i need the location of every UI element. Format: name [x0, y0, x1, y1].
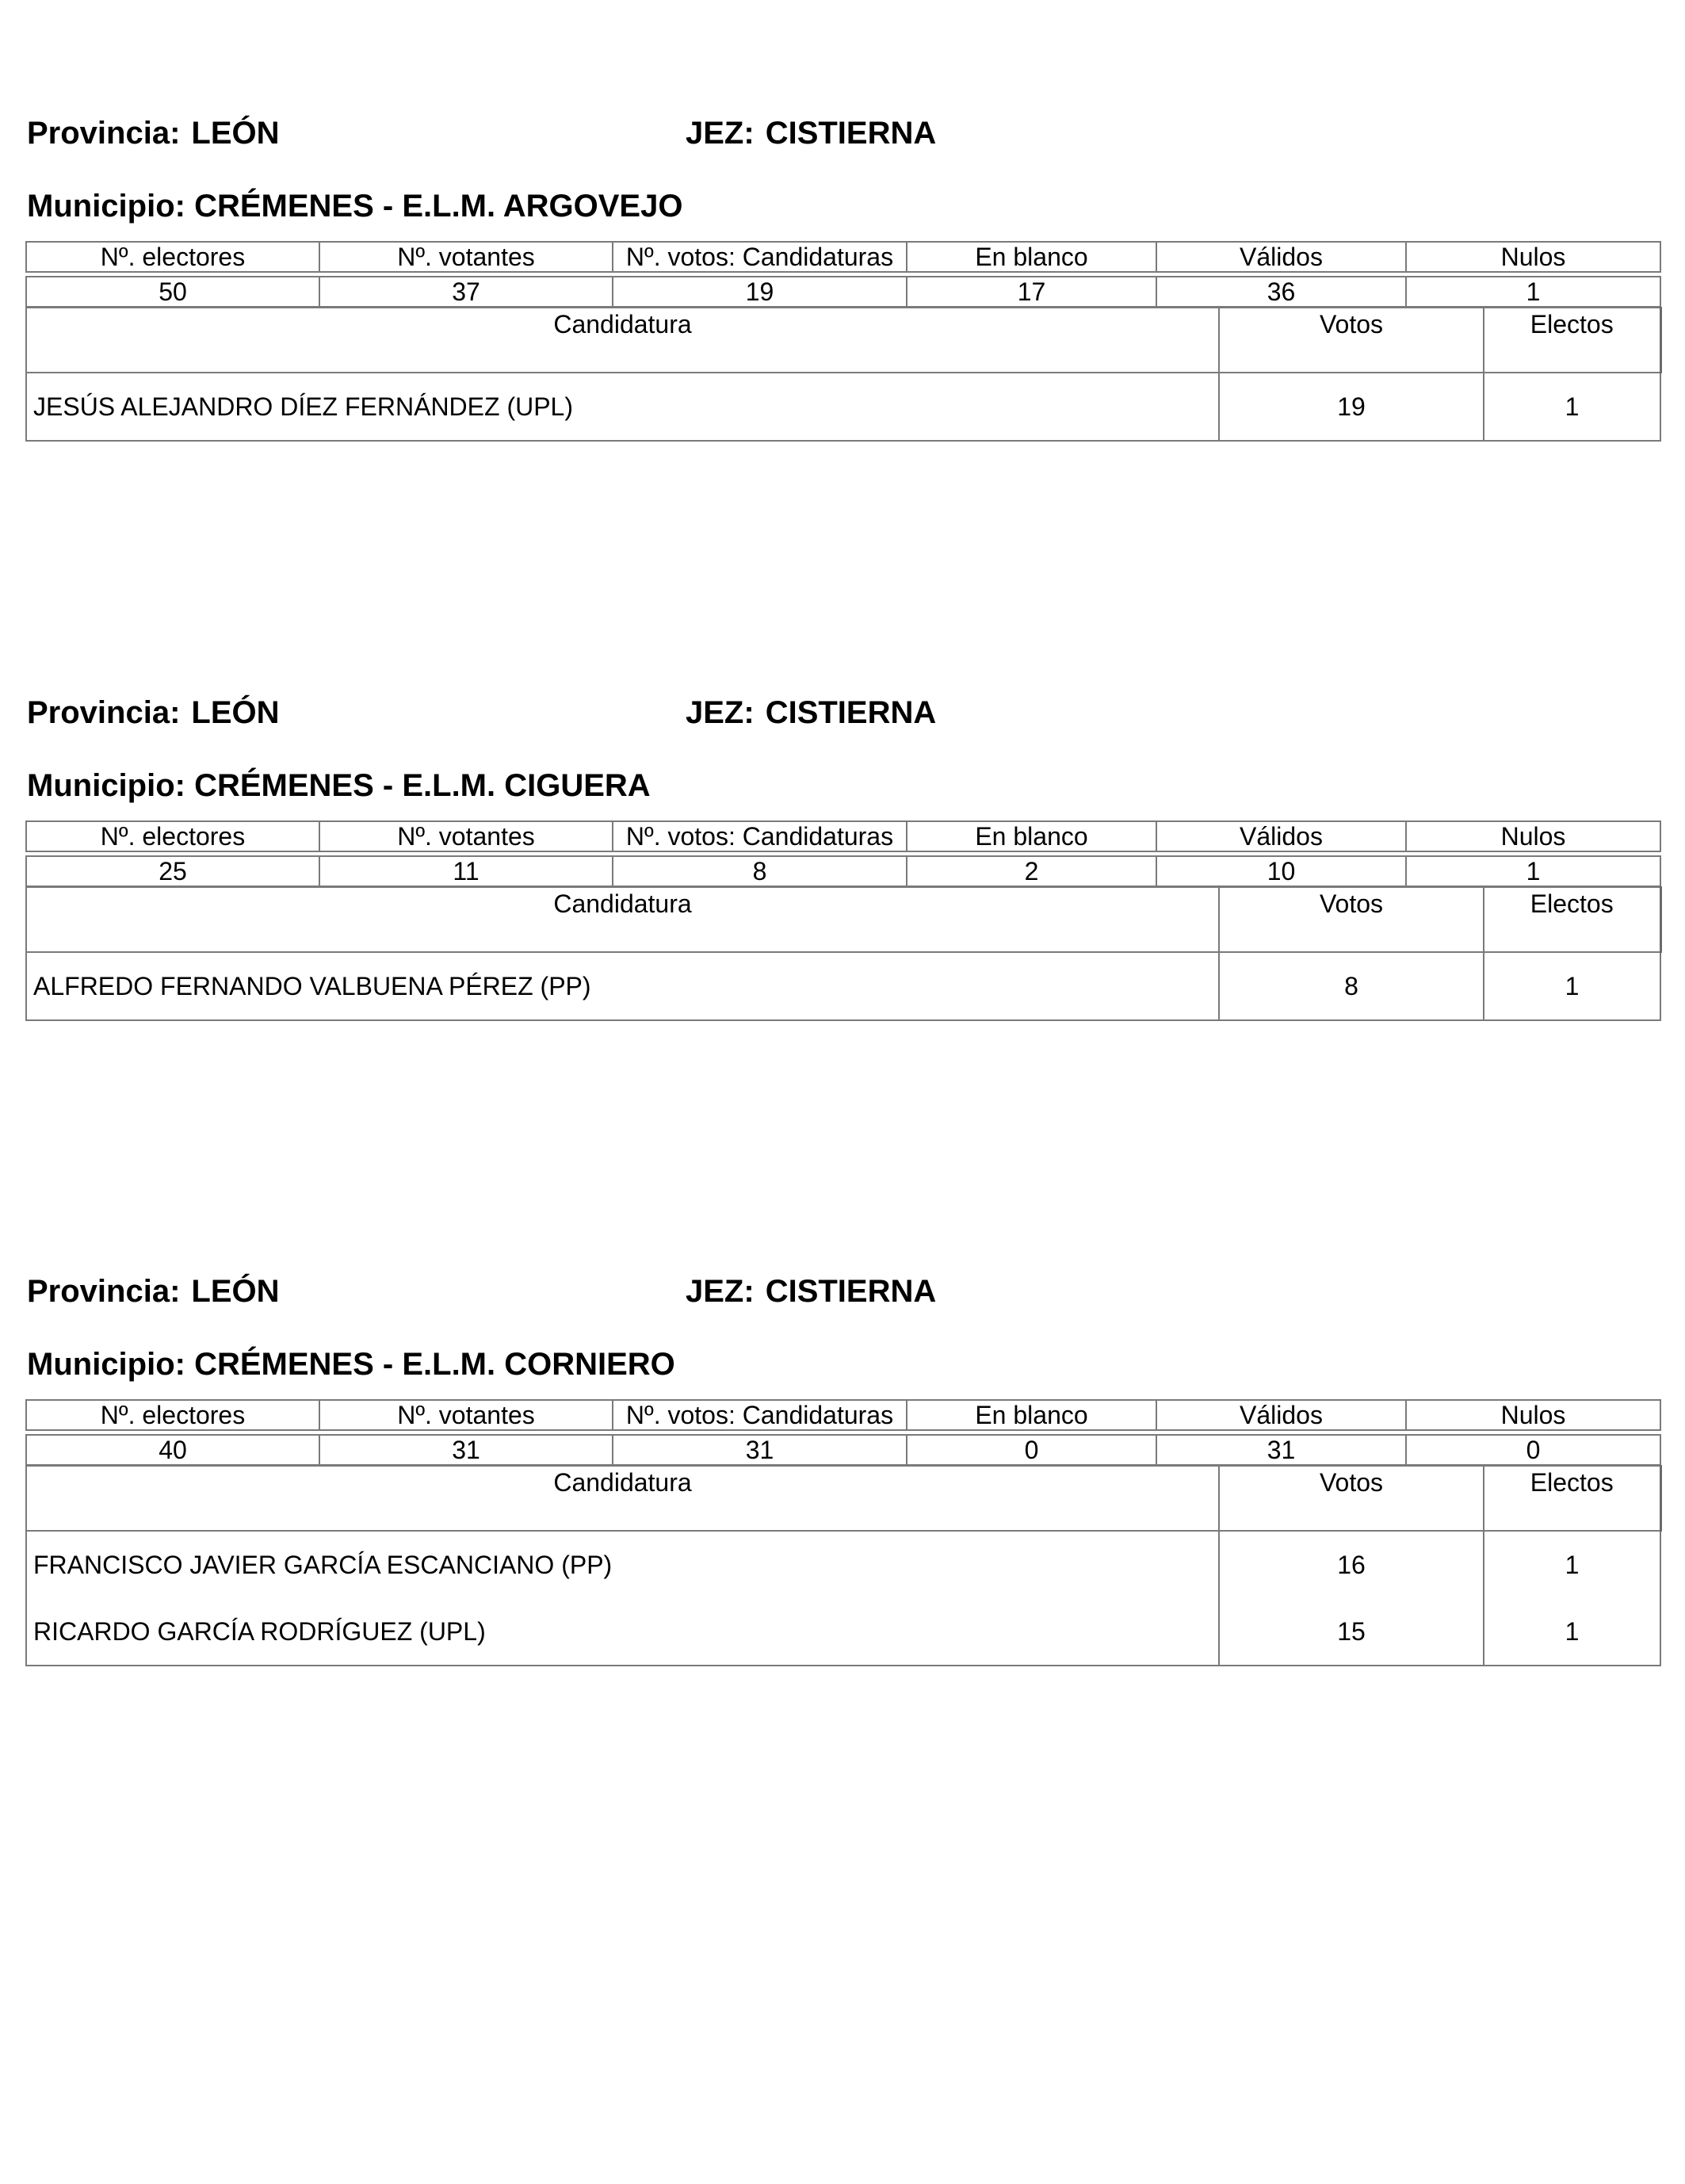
stats-value-nulos: 1 — [1406, 277, 1660, 307]
stats-header-en-blanco: En blanco — [907, 821, 1156, 851]
municipio-label: Municipio: — [27, 1347, 185, 1382]
candidate-electos: 1 — [1484, 952, 1660, 1020]
stats-value-votantes: 11 — [319, 856, 613, 886]
provincia-value: LEÓN — [191, 1274, 280, 1309]
stats-header-row — [26, 821, 1660, 851]
candidate-row — [26, 1598, 1660, 1666]
stats-header-votantes: Nº. votantes — [319, 242, 613, 272]
jez-value: CISTIERNA — [765, 695, 937, 730]
electos-header: Electos — [1484, 887, 1660, 952]
municipio-value: CRÉMENES - E.L.M. CIGUERA — [194, 768, 651, 803]
stats-table — [25, 241, 1661, 308]
candidate-name: ALFREDO FERNANDO VALBUENA PÉREZ (PP) — [26, 952, 1219, 1020]
candidate-votos: 8 — [1219, 952, 1484, 1020]
jez-label: JEZ: — [686, 1274, 755, 1309]
stats-header-validos: Válidos — [1156, 1400, 1406, 1430]
candidatura-header: Candidatura — [26, 887, 1219, 952]
candidate-electos: 1 — [1484, 1598, 1660, 1666]
candidate-electos: 1 — [1484, 1531, 1660, 1598]
jez-value: CISTIERNA — [765, 116, 937, 151]
stats-header-votantes: Nº. votantes — [319, 1400, 613, 1430]
provincia-header — [27, 1272, 280, 1310]
candidate-name: RICARDO GARCÍA RODRÍGUEZ (UPL) — [26, 1598, 1219, 1666]
jez-label: JEZ: — [686, 116, 755, 151]
stats-value-validos: 31 — [1156, 1435, 1406, 1465]
candidate-votos: 19 — [1219, 373, 1484, 441]
provincia-label: Provincia: — [27, 116, 181, 151]
stats-value-electores: 50 — [26, 277, 319, 307]
stats-table — [25, 820, 1661, 887]
stats-value-validos: 10 — [1156, 856, 1406, 886]
stats-value-votantes: 37 — [319, 277, 613, 307]
candidate-name: FRANCISCO JAVIER GARCÍA ESCANCIANO (PP) — [26, 1531, 1219, 1598]
stats-header-votantes: Nº. votantes — [319, 821, 613, 851]
stats-value-row — [26, 1435, 1660, 1465]
candidatura-header: Candidatura — [26, 308, 1219, 373]
provincia-header — [27, 694, 280, 732]
candidate-votos: 15 — [1219, 1598, 1484, 1666]
candidate-row — [26, 373, 1660, 441]
jez-header — [686, 114, 936, 152]
jez-value: CISTIERNA — [765, 1274, 937, 1309]
stats-value-nulos: 0 — [1406, 1435, 1660, 1465]
candidatura-header: Candidatura — [26, 1466, 1219, 1531]
candidates-header-row — [26, 308, 1660, 373]
candidate-name: JESÚS ALEJANDRO DÍEZ FERNÁNDEZ (UPL) — [26, 373, 1219, 441]
stats-table — [25, 1399, 1661, 1466]
stats-header-nulos: Nulos — [1406, 242, 1660, 272]
stats-value-votos-candidaturas: 31 — [613, 1435, 907, 1465]
stats-header-electores: Nº. electores — [26, 821, 319, 851]
jez-header — [686, 1272, 936, 1310]
stats-value-en-blanco: 0 — [907, 1435, 1156, 1465]
stats-value-electores: 25 — [26, 856, 319, 886]
stats-value-votantes: 31 — [319, 1435, 613, 1465]
stats-value-validos: 36 — [1156, 277, 1406, 307]
candidates-header-row — [26, 1466, 1660, 1531]
municipio-header — [27, 187, 682, 225]
stats-header-row — [26, 1400, 1660, 1430]
municipio-label: Municipio: — [27, 768, 185, 803]
jez-header — [686, 694, 936, 732]
stats-value-nulos: 1 — [1406, 856, 1660, 886]
candidate-electos: 1 — [1484, 373, 1660, 441]
stats-value-en-blanco: 2 — [907, 856, 1156, 886]
stats-header-votos-candidaturas: Nº. votos: Candidaturas — [613, 1400, 907, 1430]
candidates-table — [25, 307, 1662, 442]
candidate-row — [26, 1531, 1660, 1598]
votos-header: Votos — [1219, 887, 1484, 952]
stats-value-votos-candidaturas: 19 — [613, 277, 907, 307]
stats-value-row — [26, 856, 1660, 886]
election-section-corniero — [25, 1272, 1660, 1748]
electos-header: Electos — [1484, 1466, 1660, 1531]
municipio-header — [27, 1345, 675, 1383]
votos-header: Votos — [1219, 308, 1484, 373]
stats-header-validos: Válidos — [1156, 821, 1406, 851]
stats-header-nulos: Nulos — [1406, 1400, 1660, 1430]
stats-value-en-blanco: 17 — [907, 277, 1156, 307]
election-section-ciguera — [25, 694, 1660, 1074]
provincia-value: LEÓN — [191, 116, 280, 151]
stats-header-electores: Nº. electores — [26, 242, 319, 272]
stats-value-votos-candidaturas: 8 — [613, 856, 907, 886]
municipio-header — [27, 767, 651, 805]
stats-header-nulos: Nulos — [1406, 821, 1660, 851]
electos-header: Electos — [1484, 308, 1660, 373]
stats-value-row — [26, 277, 1660, 307]
stats-header-en-blanco: En blanco — [907, 1400, 1156, 1430]
jez-label: JEZ: — [686, 695, 755, 730]
candidates-table — [25, 886, 1662, 1021]
stats-header-row — [26, 242, 1660, 272]
provincia-label: Provincia: — [27, 1274, 181, 1309]
provincia-header — [27, 114, 280, 152]
candidate-row — [26, 952, 1660, 1020]
stats-header-votos-candidaturas: Nº. votos: Candidaturas — [613, 242, 907, 272]
provincia-value: LEÓN — [191, 695, 280, 730]
stats-header-en-blanco: En blanco — [907, 242, 1156, 272]
municipio-label: Municipio: — [27, 189, 185, 224]
stats-header-electores: Nº. electores — [26, 1400, 319, 1430]
municipio-value: CRÉMENES - E.L.M. ARGOVEJO — [194, 189, 683, 224]
stats-header-validos: Válidos — [1156, 242, 1406, 272]
candidate-votos: 16 — [1219, 1531, 1484, 1598]
provincia-label: Provincia: — [27, 695, 181, 730]
candidates-table — [25, 1465, 1662, 1666]
candidates-header-row — [26, 887, 1660, 952]
votos-header: Votos — [1219, 1466, 1484, 1531]
election-section-argovejo — [25, 114, 1660, 495]
municipio-value: CRÉMENES - E.L.M. CORNIERO — [194, 1347, 675, 1382]
stats-header-votos-candidaturas: Nº. votos: Candidaturas — [613, 821, 907, 851]
stats-value-electores: 40 — [26, 1435, 319, 1465]
